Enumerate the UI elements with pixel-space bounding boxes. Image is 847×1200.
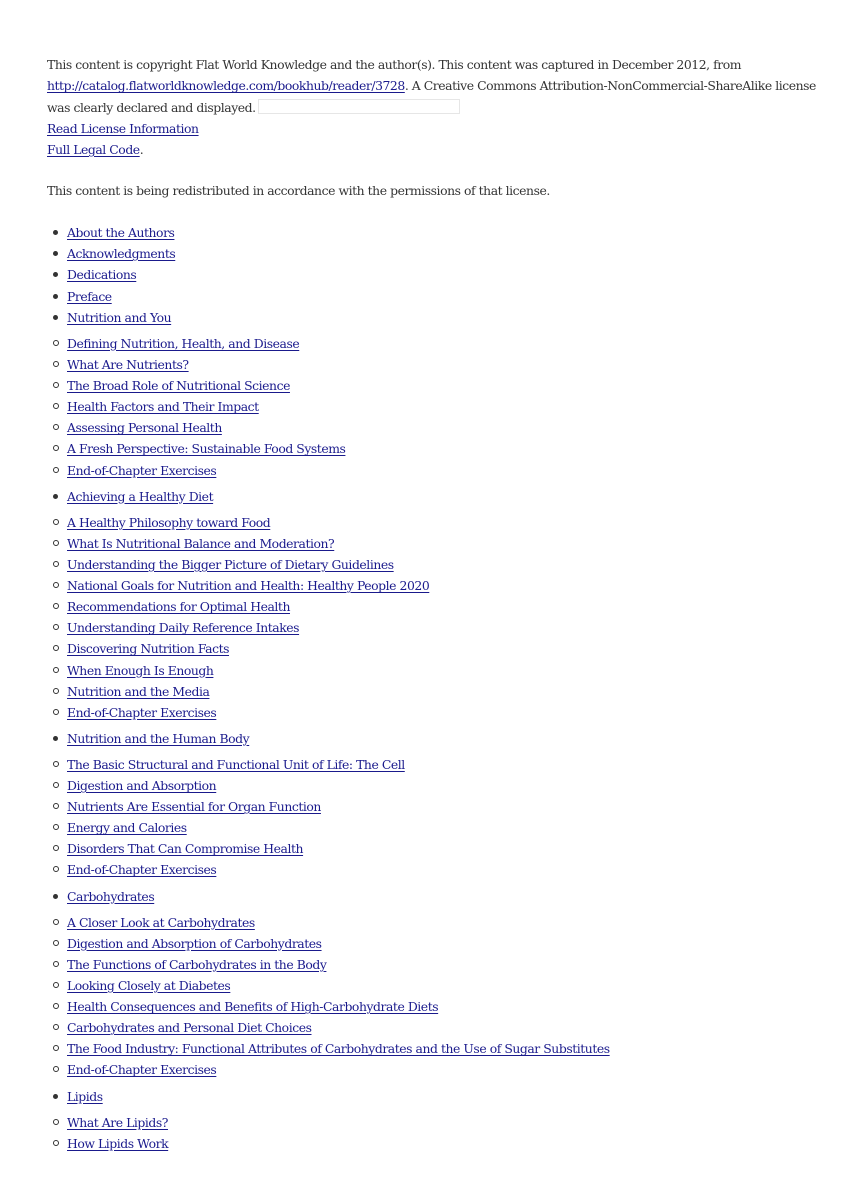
- section-link[interactable]: The Food Industry: Functional Attributes of Carbohydrates and the Use of Sugar Substitutes: [67, 1041, 610, 1057]
- section-item: [0, 354, 847, 375]
- section-item: [0, 512, 847, 533]
- section-link[interactable]: Health Consequences and Benefits of High-Carbohydrate Diets: [67, 999, 439, 1015]
- chapter-link[interactable]: Achieving a Healthy Diet: [67, 488, 214, 504]
- section-item: [0, 438, 847, 459]
- chapter-item: [0, 886, 847, 1081]
- section-link[interactable]: The Basic Structural and Functional Unit of Life: The Cell: [67, 757, 405, 773]
- table-of-contents: [0, 222, 847, 1159]
- section-item: [0, 1133, 847, 1154]
- section-item: [0, 638, 847, 659]
- section-item: [0, 1059, 847, 1080]
- section-item: [0, 575, 847, 596]
- section-link[interactable]: The Broad Role of Nutritional Science: [67, 378, 290, 394]
- section-link[interactable]: Defining Nutrition, Health, and Disease: [67, 336, 300, 352]
- section-link[interactable]: Disorders That Can Compromise Health: [67, 841, 304, 857]
- section-link[interactable]: Understanding the Bigger Picture of Dietary Guidelines: [67, 557, 394, 573]
- section-link[interactable]: Recommendations for Optimal Health: [67, 599, 290, 615]
- chapter-link[interactable]: Acknowledgments: [67, 246, 176, 262]
- source-url-link[interactable]: http://catalog.flatworldknowledge.com/bookhub/reader/3728: [47, 78, 405, 94]
- section-item: [0, 702, 847, 723]
- section-list: [47, 912, 847, 1081]
- section-item: [0, 912, 847, 933]
- copyright-paragraph: [47, 54, 817, 118]
- section-link[interactable]: Assessing Personal Health: [67, 420, 222, 436]
- chapter-link[interactable]: Lipids: [67, 1088, 103, 1104]
- chapter-item: [0, 1086, 847, 1154]
- section-item: [0, 796, 847, 817]
- section-link[interactable]: National Goals for Nutrition and Health: Healthy People 2020: [67, 578, 430, 594]
- section-link[interactable]: The Functions of Carbohydrates in the Body: [67, 956, 327, 972]
- chapter-link[interactable]: Preface: [67, 288, 112, 304]
- section-item: [0, 975, 847, 996]
- section-link[interactable]: Carbohydrates and Personal Diet Choices: [67, 1020, 312, 1036]
- section-link[interactable]: A Closer Look at Carbohydrates: [67, 914, 255, 930]
- section-link[interactable]: What Is Nutritional Balance and Moderation?: [67, 535, 335, 551]
- chapter-link[interactable]: Nutrition and the Human Body: [67, 730, 250, 746]
- section-item: [0, 617, 847, 638]
- redistribution-notice: This content is being redistributed in accordance with the permissions of that license.: [47, 183, 550, 198]
- section-item: [0, 417, 847, 438]
- chapter-item: [0, 264, 847, 285]
- section-link[interactable]: Discovering Nutrition Facts: [67, 641, 230, 657]
- legal-code-period: .: [139, 142, 144, 158]
- section-item: [0, 375, 847, 396]
- section-link[interactable]: How Lipids Work: [67, 1135, 169, 1151]
- chapter-item: [0, 222, 847, 243]
- license-links: [47, 118, 817, 161]
- section-link[interactable]: What Are Nutrients?: [67, 357, 189, 373]
- copyright-text: This content is copyright Flat World Knowledge and the author(s). This content was captured in December 2012, from: [47, 57, 742, 72]
- section-item: [0, 859, 847, 880]
- section-link[interactable]: Understanding Daily Reference Intakes: [67, 620, 300, 636]
- license-statement: . A Creative Commons Attribution-NonCommercial-ShareAlike license was clearly declared and displayed.: [47, 78, 816, 115]
- section-item: [0, 333, 847, 354]
- section-item: [0, 554, 847, 575]
- section-list: [47, 1112, 847, 1154]
- section-item: [0, 817, 847, 838]
- section-link[interactable]: End-of-Chapter Exercises: [67, 462, 217, 478]
- section-link[interactable]: End-of-Chapter Exercises: [67, 704, 217, 720]
- chapter-item: [0, 307, 847, 481]
- section-item: [0, 838, 847, 859]
- chapter-link[interactable]: Dedications: [67, 267, 137, 283]
- section-list: [47, 512, 847, 723]
- section-link[interactable]: Nutrition and the Media: [67, 683, 210, 699]
- chapter-link[interactable]: Nutrition and You: [67, 309, 172, 325]
- section-link[interactable]: Looking Closely at Diabetes: [67, 978, 231, 994]
- section-list: [47, 333, 847, 481]
- section-item: [0, 1112, 847, 1133]
- full-legal-code-link[interactable]: Full Legal Code: [47, 142, 140, 158]
- section-link[interactable]: End-of-Chapter Exercises: [67, 1062, 217, 1078]
- section-link[interactable]: Nutrients Are Essential for Organ Function: [67, 799, 321, 815]
- section-item: [0, 660, 847, 681]
- chapter-link[interactable]: Carbohydrates: [67, 888, 155, 904]
- chapter-item: [0, 728, 847, 881]
- chapter-item: [0, 243, 847, 264]
- section-link[interactable]: Digestion and Absorption: [67, 778, 217, 794]
- section-link[interactable]: End-of-Chapter Exercises: [67, 862, 217, 878]
- section-list: [47, 754, 847, 881]
- section-item: [0, 1017, 847, 1038]
- section-item: [0, 996, 847, 1017]
- section-item: [0, 775, 847, 796]
- section-link[interactable]: What Are Lipids?: [67, 1114, 168, 1130]
- copyright-notice: [47, 54, 817, 160]
- empty-image-placeholder: [258, 99, 460, 114]
- section-link[interactable]: When Enough Is Enough: [67, 662, 214, 678]
- section-item: [0, 396, 847, 417]
- section-item: [0, 954, 847, 975]
- section-link[interactable]: A Healthy Philosophy toward Food: [67, 514, 271, 530]
- chapter-item: [0, 486, 847, 723]
- section-item: [0, 754, 847, 775]
- chapter-list: [0, 222, 847, 1154]
- read-license-link[interactable]: Read License Information: [47, 120, 199, 136]
- section-item: [0, 596, 847, 617]
- section-link[interactable]: Health Factors and Their Impact: [67, 399, 259, 415]
- section-link[interactable]: Energy and Calories: [67, 820, 187, 836]
- section-item: [0, 933, 847, 954]
- section-item: [0, 460, 847, 481]
- chapter-item: [0, 286, 847, 307]
- section-item: [0, 533, 847, 554]
- section-item: [0, 1038, 847, 1059]
- chapter-link[interactable]: About the Authors: [67, 225, 175, 240]
- section-link[interactable]: A Fresh Perspective: Sustainable Food Systems: [67, 441, 346, 457]
- section-item: [0, 681, 847, 702]
- section-link[interactable]: Digestion and Absorption of Carbohydrates: [67, 935, 322, 951]
